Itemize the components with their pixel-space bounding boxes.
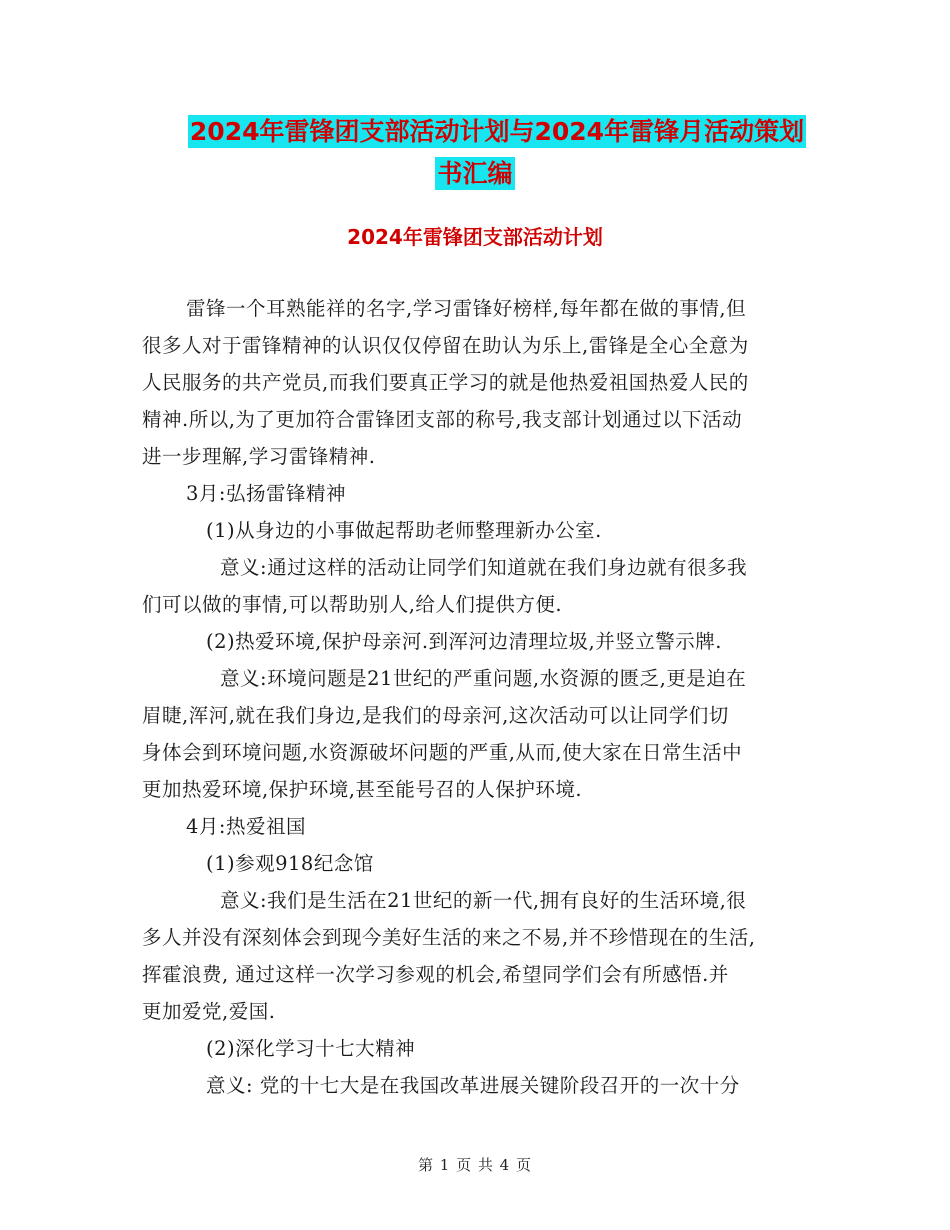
page-footer: 第 1 页 共 4 页 xyxy=(418,1156,532,1174)
document-title-line-2 xyxy=(0,152,950,196)
body-line: 挥霍浪费, 通过这样一次学习参观的机会,希望同学们会有所感悟.并 xyxy=(142,963,729,986)
body-line: 很多人对于雷锋精神的认识仅仅停留在助认为乐上,雷锋是全心全意为 xyxy=(142,334,749,357)
body-line: 眉睫,浑河,就在我们身边,是我们的母亲河,这次活动可以让同学们切 xyxy=(142,704,729,727)
title-highlight-1: 2024年雷锋团支部活动计划与2024年雷锋月活动策划 xyxy=(189,117,805,146)
activity-item: (1)参观918纪念馆 xyxy=(206,852,374,875)
body-line: 更加爱党,爱国. xyxy=(142,1000,276,1023)
body-line: 精神.所以,为了更加符合雷锋团支部的称号,我支部计划通过以下活动 xyxy=(142,408,743,431)
month-heading: 4月:热爱祖国 xyxy=(186,815,306,838)
body-line: 意义: 党的十七大是在我国改革进展关键阶段召开的一次十分 xyxy=(206,1074,740,1097)
document-title-line-1 xyxy=(22,110,950,154)
month-heading: 3月:弘扬雷锋精神 xyxy=(186,482,346,505)
body-line: 身体会到环境问题,水资源破坏问题的严重,从而,使大家在日常生活中 xyxy=(142,741,743,764)
section-title: 2024年雷锋团支部活动计划 xyxy=(347,225,603,249)
activity-item: (2)热爱环境,保护母亲河.到浑河边清理垃圾,并竖立警示牌. xyxy=(206,630,722,653)
body-line: 更加热爱环境,保护环境,甚至能号召的人保护环境. xyxy=(142,778,583,801)
body-line: 意义:环境问题是21世纪的严重问题,水资源的匮乏,更是迫在 xyxy=(220,667,747,690)
body-line: 人民服务的共产党员,而我们要真正学习的就是他热爱祖国热爱人民的 xyxy=(142,371,749,394)
body-line: 雷锋一个耳熟能祥的名字,学习雷锋好榜样,每年都在做的事情,但 xyxy=(186,297,747,320)
title-highlight-2: 书汇编 xyxy=(437,159,513,188)
body-line: 们可以做的事情,可以帮助别人,给人们提供方便. xyxy=(142,593,563,616)
body-line: 意义:我们是生活在21世纪的新一代,拥有良好的生活环境,很 xyxy=(220,889,747,912)
activity-item: (2)深化学习十七大精神 xyxy=(206,1037,416,1060)
activity-item: (1)从身边的小事做起帮助老师整理新办公室. xyxy=(206,519,602,542)
body-line: 多人并没有深刻体会到现今美好生活的来之不易,并不珍惜现在的生活, xyxy=(142,926,756,949)
body-line: 进一步理解,学习雷锋精神. xyxy=(142,445,376,468)
body-line: 意义:通过这样的活动让同学们知道就在我们身边就有很多我 xyxy=(220,556,748,579)
